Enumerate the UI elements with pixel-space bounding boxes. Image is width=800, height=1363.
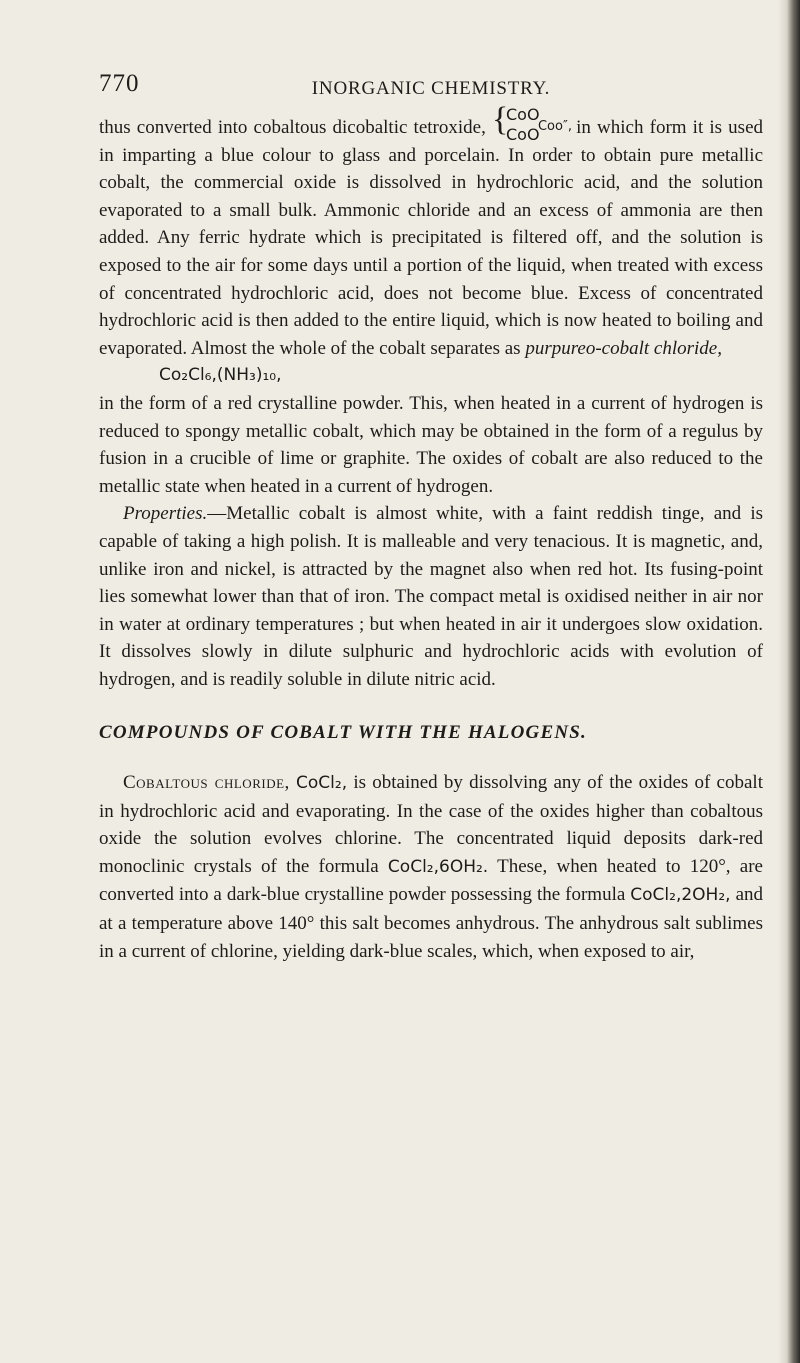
running-title: INORGANIC CHEMISTRY. xyxy=(311,78,551,99)
text-run: and at a temperature above 140° this salt becomes anhydrous. The anhydrous salt sublimes in a current of chlorine, yielding dark-blue scales, which, when exposed to air, xyxy=(99,884,763,962)
formula-bottom: CoO xyxy=(505,125,540,144)
formula-inline: CoCl₂,6OH₂. xyxy=(387,856,489,877)
formula-side: Coo″, xyxy=(537,119,572,134)
tetroxide-formula xyxy=(491,101,572,144)
formula-inline: CoCl₂, xyxy=(296,773,348,794)
paragraph-cobalt-preparation xyxy=(99,101,764,362)
paragraph-reduction: in the form of a red crystalline powder. This, when heated in a current of hydrogen is reduced to spongy metallic cobalt, which may be obtained in the form of a regulus by fusion in a crucible of lime or graphite. The oxides of cobalt are also reduced to the metallic state when heated in a current of hydrogen. xyxy=(99,392,763,497)
paragraph-properties xyxy=(99,500,763,693)
text-run: —Metallic cobalt is almost white, with a faint reddish tinge, and is capable of taking a high polish. It is malleable and very tenacious. It is magnetic, and, unlike iron and nickel, is attracted by the magnet also when red hot. Its fusing-point lies somewhat lower than that of iron. The compact metal is oxidised neither in air nor in water at ordinary temperatures ; but when heated in air it undergoes slow oxidation. It dissolves slowly in dilute sulphuric and hydrochloric acids with evolution of hydrogen, and is readily soluble in dilute nitric acid. xyxy=(99,503,763,690)
text-run: These, when heated to 120°, are converted into a dark-blue crystalline powder possessing the formula xyxy=(99,855,763,906)
formula-top: CoO xyxy=(505,105,540,124)
text-run: in which form it is used in imparting a blue colour to glass and porcelain. In order to obtain pure metallic cobalt, the commercial oxide is dissolved in hydrochloric acid, and the solution evaporated to a small bulk. Ammonic chloride and an excess of ammonia are then added. Any ferric hydrate which is precipitated is filtered off, and the solution is exposed to the air for some days until a portion of the liquid, when treated with excess of concentrated hydrochloric acid, does not become blue. Excess of concentrated hydrochloric acid is then added to the entire liquid, which is now heated to boiling and evaporated. Almost the whole of the cobalt separates as xyxy=(99,117,764,359)
page-header xyxy=(99,70,763,100)
formula-inline: CoCl₂,2OH₂, xyxy=(630,885,731,906)
curly-brace-icon: { xyxy=(491,101,509,138)
page-number: 770 xyxy=(99,70,140,97)
section-heading: COMPOUNDS OF COBALT WITH THE HALOGENS. xyxy=(99,722,587,744)
text-run: is obtained by dissolving any of the oxides of cobalt in hydrochloric acid and evaporating. In the case of the oxides higher than cobaltous oxide the solution evolves chlorine. The concentrated liquid deposits dark-red monoclinic crystals of the formula xyxy=(99,772,763,877)
properties-label: Properties. xyxy=(123,503,208,525)
page-body xyxy=(99,101,764,965)
text-run: thus converted into cobaltous dicobaltic tetroxide, xyxy=(99,117,486,138)
formula-purpureo-cobalt: Co₂Cl₆,(NH₃)₁₀, xyxy=(159,365,282,386)
italic-term: purpureo-cobalt chloride, xyxy=(525,337,722,359)
paragraph-cobaltous-chloride xyxy=(99,769,763,965)
smallcaps-term: Cobaltous chloride, xyxy=(123,772,290,794)
page-edge-shadow xyxy=(778,0,800,1363)
